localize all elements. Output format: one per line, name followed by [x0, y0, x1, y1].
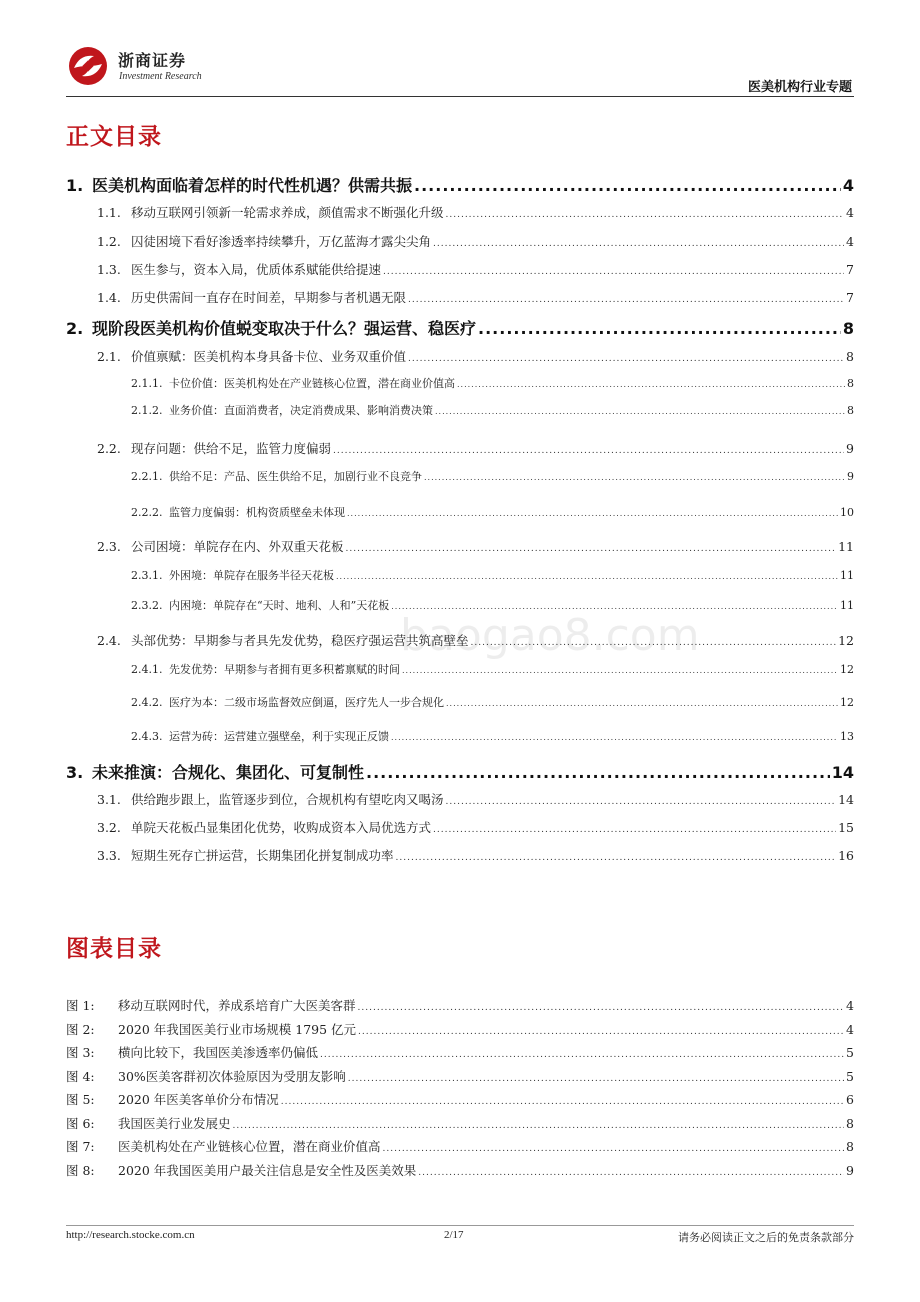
toc-entry-page: 7 [846, 290, 854, 305]
toc-entry-title: 先发优势：早期参与者拥有更多积蓄禀赋的时间 [169, 663, 400, 676]
toc-entry-page: 8 [846, 349, 854, 364]
figure-entry-title: 我国医美行业发展史 [118, 1115, 231, 1131]
toc-entry-number: 1. [66, 176, 84, 195]
figure-entry-page: 9 [846, 1162, 854, 1178]
toc-entry-title: 业务价值：直面消费者，决定消费成果、影响消费决策 [169, 404, 433, 417]
dot-leader [414, 176, 841, 195]
toc-entry-title: 医疗为本：二级市场监督效应倒逼，医疗先人一步合规化 [169, 696, 444, 709]
toc-entry[interactable] [66, 760, 854, 783]
dot-leader [336, 572, 838, 581]
toc-entry-page: 8 [842, 319, 854, 338]
figure-entry-page: 5 [846, 1045, 854, 1060]
page-header [66, 40, 854, 96]
toc-entry[interactable] [131, 567, 854, 583]
toc-entry[interactable] [131, 402, 854, 418]
toc-entry[interactable] [97, 232, 854, 250]
dot-leader [358, 1027, 844, 1037]
toc-entry-page: 12 [840, 696, 854, 709]
figure-entry-number: 图 1: [66, 998, 95, 1013]
dot-leader [391, 733, 838, 742]
toc-entry-number: 2.1. [97, 349, 121, 364]
toc-entry-title: 移动互联网引领新一轮需求养成，颜值需求不断强化升级 [131, 205, 444, 220]
toc-entry-number: 1.2. [97, 234, 121, 249]
toc-entry[interactable] [131, 694, 854, 710]
dot-leader [446, 699, 838, 708]
toc-entry-page: 8 [847, 404, 854, 417]
toc-entry-number: 2.1.1. [131, 377, 163, 390]
toc-entry-number: 3.2. [97, 820, 121, 835]
figure-entry-number: 图 6: [66, 1115, 95, 1131]
figure-entry[interactable] [66, 1043, 854, 1061]
toc-entry-number: 2.4.2. [131, 696, 163, 709]
toc-entry-number: 3. [66, 763, 84, 782]
toc-entry-page: 14 [831, 763, 854, 782]
toc-entry-number: 2.2.2. [131, 506, 163, 519]
dot-leader [408, 354, 844, 364]
toc-entry-page: 4 [842, 176, 854, 195]
toc-entry-number: 1.4. [97, 290, 121, 305]
dot-leader [358, 1003, 845, 1013]
dot-leader [457, 380, 845, 389]
footer-divider [66, 1225, 854, 1226]
toc-entry-number: 2.4.3. [131, 730, 163, 743]
toc-entry-title: 公司困境：单院存在内、外双重天花板 [131, 539, 344, 554]
toc-entry-title: 价值禀赋：医美机构本身具备卡位、业务双重价值 [131, 349, 407, 364]
toc-entry[interactable] [131, 661, 854, 677]
toc-entry-page: 4 [846, 234, 854, 249]
page-number: 2/17 [444, 1229, 464, 1241]
toc-entry-title: 外困境：单院存在服务半径天花板 [169, 569, 334, 582]
toc-entry[interactable] [97, 846, 854, 864]
toc-entry-title: 历史供需间一直存在时间差，早期参与者机遇无限 [131, 290, 407, 305]
toc-entry-title: 供给跑步跟上，监管逐步到位，合规机构有望吃肉又喝汤 [131, 792, 444, 807]
figure-entry[interactable] [66, 1020, 854, 1038]
dot-leader [424, 473, 845, 482]
dot-leader [348, 1074, 844, 1084]
toc-entry-page: 7 [846, 262, 854, 277]
figure-entry-page: 6 [846, 1092, 854, 1107]
dot-leader [320, 1050, 844, 1060]
toc-entry[interactable] [97, 631, 854, 649]
dot-leader [402, 666, 838, 675]
toc-entry[interactable] [66, 316, 854, 339]
dot-leader [281, 1097, 844, 1107]
figure-entry-title: 2020 年医美客单价分布情况 [118, 1092, 279, 1107]
toc-entry-page: 14 [838, 792, 854, 807]
toc-entry-page: 9 [847, 470, 854, 483]
toc-entry[interactable] [131, 504, 854, 520]
figure-entry-page: 8 [846, 1139, 854, 1154]
toc-entry[interactable] [97, 790, 854, 808]
toc-entry-number: 3.3. [97, 848, 121, 863]
toc-entry-number: 2.4.1. [131, 663, 163, 676]
toc-entry-title: 短期生死存亡拼运营，长期集团化拼复制成功率 [131, 848, 394, 863]
footer-disclaimer: 请务必阅读正文之后的免责条款部分 [678, 1231, 854, 1244]
figure-entry[interactable] [66, 996, 854, 1014]
figure-entry-number: 图 2: [66, 1021, 95, 1037]
figure-entry[interactable] [66, 1161, 854, 1179]
toc-entry[interactable] [97, 203, 854, 221]
dot-leader [347, 509, 838, 518]
toc-entry-page: 10 [840, 506, 854, 519]
toc-entry[interactable] [131, 728, 854, 744]
figure-entry-number: 图 3: [66, 1045, 95, 1060]
toc-entry-number: 2.4. [97, 633, 121, 648]
footer-url-link[interactable]: http://research.stocke.com.cn [66, 1229, 195, 1241]
report-series-title: 医美机构行业专题 [747, 80, 852, 95]
toc-entry[interactable] [131, 468, 854, 484]
toc-entry-number: 2.3. [97, 539, 121, 554]
dot-leader [383, 1144, 845, 1154]
toc-entry-number: 3.1. [97, 792, 121, 807]
toc-entry-number: 2.2. [97, 441, 121, 456]
toc-entry[interactable] [97, 537, 854, 555]
toc-entry[interactable] [97, 818, 854, 836]
header-divider [66, 96, 854, 97]
toc-heading: 正文目录 [66, 124, 162, 150]
dot-leader [435, 407, 845, 416]
toc-entry[interactable] [97, 439, 854, 457]
figure-entry[interactable] [66, 1137, 854, 1155]
figure-entry-page: 5 [846, 1068, 854, 1084]
dot-leader [346, 544, 837, 554]
toc-entry[interactable] [97, 347, 854, 365]
toc-entry-title: 供给不足：产品、医生供给不足，加剧行业不良竞争 [169, 470, 422, 483]
dot-leader [391, 602, 838, 611]
logo-english-name: Investment Research [119, 71, 202, 82]
toc-entry-title: 现阶段医美机构价值蜕变取决于什么？强运营、稳医疗 [92, 319, 477, 338]
toc-entry-number: 2.3.2. [131, 599, 163, 612]
toc-entry[interactable] [131, 597, 854, 613]
figure-entry-title: 医美机构处在产业链核心位置，潜在商业价值高 [118, 1139, 381, 1154]
toc-entry-page: 11 [838, 539, 854, 554]
toc-entry[interactable] [131, 375, 854, 391]
toc-entry-title: 单院天花板凸显集团化优势，收购成资本入局优选方式 [131, 820, 432, 835]
dot-leader [383, 267, 844, 277]
toc-entry-title: 医生参与，资本入局，优质体系赋能供给提速 [131, 262, 382, 277]
toc-entry-number: 2. [66, 319, 84, 338]
logo-chinese-name: 浙商证券 [118, 51, 187, 70]
toc-entry-title: 监管力度偏弱：机构资质壁垒未体现 [169, 506, 345, 519]
toc-entry[interactable] [97, 288, 854, 306]
dot-leader [446, 797, 837, 807]
figure-entry-number: 图 8: [66, 1162, 95, 1178]
figure-entry-title: 2020 年我国医美用户最关注信息是安全性及医美效果 [118, 1162, 417, 1178]
figure-entry-number: 图 7: [66, 1139, 95, 1154]
toc-entry-number: 1.1. [97, 205, 121, 220]
toc-entry-title: 内困境：单院存在“天时、地利、人和”天花板 [169, 599, 390, 612]
figure-entry-title: 横向比较下，我国医美渗透率仍偏低 [118, 1045, 319, 1060]
dot-leader [478, 319, 841, 338]
toc-entry-title: 未来推演：合规化、集团化、可复制性 [92, 763, 365, 782]
toc-entry-page: 13 [840, 730, 854, 743]
toc-entry-title: 现存问题：供给不足，监管力度偏弱 [131, 441, 332, 456]
toc-entry-number: 2.3.1. [131, 569, 163, 582]
dot-leader [366, 763, 830, 782]
figure-entry-title: 30%医美客群初次体验原因为受朋友影响 [118, 1068, 346, 1084]
toc-entry-page: 15 [838, 820, 854, 835]
toc-entry-page: 16 [838, 848, 854, 863]
figure-entry[interactable] [66, 1114, 854, 1132]
figure-entry-title: 移动互联网时代，养成系培育广大医美客群 [118, 998, 356, 1013]
dot-leader [433, 825, 836, 835]
toc-entry-number: 1.3. [97, 262, 121, 277]
toc-entry-page: 12 [838, 633, 854, 648]
toc-entry-title: 医美机构面临着怎样的时代性机遇？供需共振 [92, 176, 413, 195]
figure-entry-title: 2020 年我国医美行业市场规模 1795 亿元 [118, 1021, 357, 1037]
dot-leader [408, 295, 844, 305]
toc-entry-page: 12 [840, 663, 854, 676]
figure-list-heading: 图表目录 [66, 936, 162, 962]
figure-entry-page: 8 [846, 1115, 854, 1131]
toc-entry-page: 9 [846, 441, 854, 456]
toc-entry-title: 卡位价值：医美机构处在产业链核心位置，潜在商业价值高 [169, 377, 455, 390]
dot-leader [418, 1168, 844, 1178]
toc-entry-page: 8 [847, 377, 854, 390]
toc-entry-page: 11 [840, 599, 854, 612]
toc-entry-title: 头部优势：早期参与者具先发优势，稳医疗强运营共筑高壁垒 [131, 633, 469, 648]
dot-leader [396, 853, 837, 863]
figure-entry-number: 图 4: [66, 1068, 95, 1084]
watermark: baogao8.com [400, 610, 700, 661]
figure-entry[interactable] [66, 1067, 854, 1085]
toc-entry-number: 2.2.1. [131, 470, 163, 483]
figure-entry-page: 4 [846, 1021, 854, 1037]
dot-leader [433, 239, 844, 249]
toc-entry[interactable] [97, 260, 854, 278]
toc-entry-page: 11 [840, 569, 854, 582]
dot-leader [233, 1121, 845, 1131]
dot-leader [471, 638, 837, 648]
toc-entry-page: 4 [846, 205, 854, 220]
dot-leader [446, 210, 845, 220]
zheshang-logo-icon [66, 46, 110, 86]
toc-entry-number: 2.1.2. [131, 404, 163, 417]
dot-leader [333, 446, 844, 456]
toc-entry-title: 囚徒困境下看好渗透率持续攀升，万亿蓝海才露尖尖角 [131, 234, 432, 249]
toc-entry-title: 运营为砖：运营建立强壁垒，利于实现正反馈 [169, 730, 389, 743]
figure-entry-page: 4 [846, 998, 854, 1013]
toc-entry[interactable] [66, 173, 854, 196]
figure-entry-number: 图 5: [66, 1092, 95, 1107]
figure-entry[interactable] [66, 1090, 854, 1108]
